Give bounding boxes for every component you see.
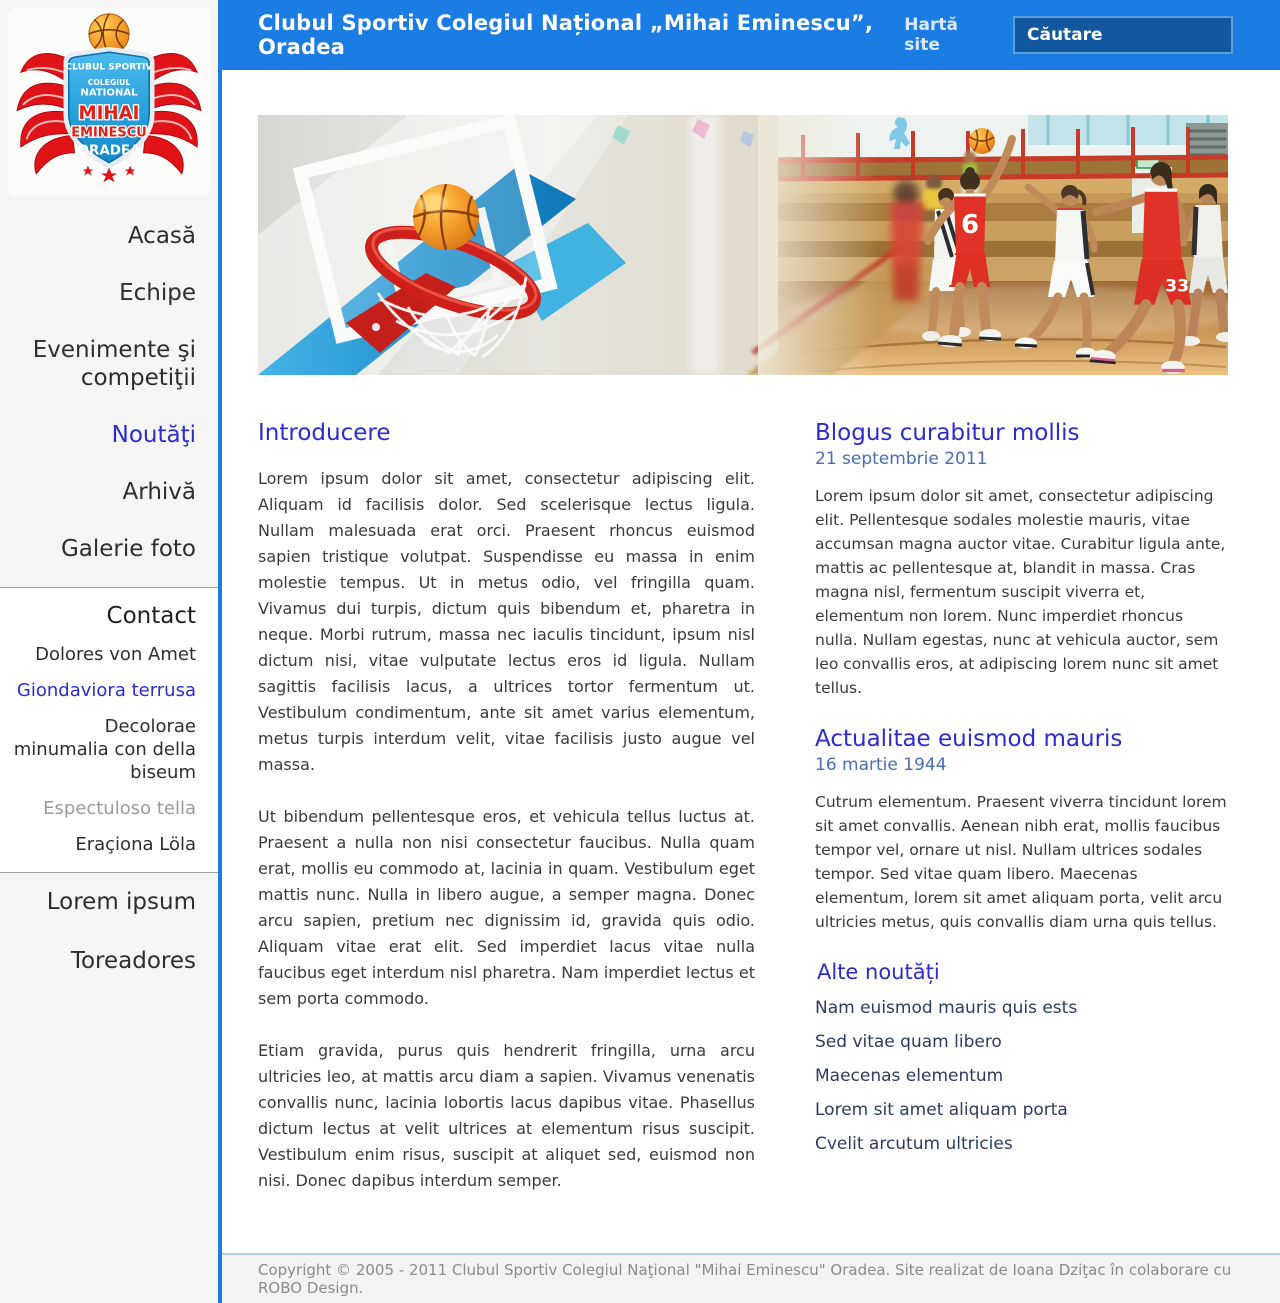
search-input[interactable]: [1013, 16, 1233, 54]
intro-column: [258, 420, 755, 1220]
contact-sub-item[interactable]: Decolorae minumalia con della biseum: [13, 716, 196, 783]
other-news-title: Alte noutăți: [817, 960, 940, 984]
top-header-bar: [222, 0, 1280, 70]
sidebar-main-nav: [0, 196, 218, 587]
club-logo: [8, 8, 210, 196]
sidebar-item-evenimente[interactable]: Evenimente şi competiţii: [32, 337, 196, 391]
logo-line-oradea: ORADEA: [77, 143, 141, 159]
other-news-section: [815, 960, 1230, 1154]
news-article: [815, 420, 1230, 700]
sidebar-item-arhiva[interactable]: Arhivă: [122, 479, 196, 505]
other-news-link[interactable]: Lorem sit amet aliquam porta: [815, 1100, 1068, 1120]
copyright-text: Copyright © 2005 - 2011 Clubul Sportiv Colegiul Naţional "Mihai Eminescu" Oradea. Site realizat de Ioana Dziţac în colaborare cu ROBO Design.: [258, 1261, 1232, 1297]
article-date: 21 septembrie 2011: [815, 449, 988, 469]
news-column: [815, 420, 1230, 1220]
contact-sub-item[interactable]: Dolores von Amet: [35, 644, 196, 665]
club-crest-icon: [12, 11, 206, 193]
logo-line-clubul-sportiv: CLUBUL SPORTIV: [65, 62, 153, 73]
intro-paragraph: Etiam gravida, purus quis hendrerit fringilla, urna arcu ultricies leo, at mattis arcu diam a sapien. Vivamus venenatis convallis nunc, lacinia lobortis lacus dapibus vitae. Phasellus dictum lectus at velit ultrices at elementum risus suscipit. Vestibulum enim risus, suscipit at aliquet sed, euismod non nisi. Donec dapibus interdum semper.: [258, 1041, 755, 1190]
other-news-link[interactable]: Maecenas elementum: [815, 1066, 1004, 1086]
sidebar: [0, 0, 222, 1303]
sidebar-item-lorem-ipsum[interactable]: Lorem ipsum: [46, 889, 196, 915]
other-news-link[interactable]: Sed vitae quam libero: [815, 1032, 1002, 1052]
banner-photo: [258, 115, 1228, 375]
logo-line-national: NATIONAL: [80, 87, 138, 99]
article-date: 16 martie 1944: [815, 755, 947, 775]
intro-title: Introducere: [258, 420, 391, 446]
content-area: [222, 0, 1280, 1303]
other-news-link[interactable]: Nam euismod mauris quis ests: [815, 998, 1078, 1018]
footer: [222, 1253, 1280, 1303]
intro-paragraph: Ut bibendum pellentesque eros, et vehicula tellus luctus at. Praesent a nulla non nisi consectetur faucibus. Nulla quam erat, mollis eu commodo at, lacinia in quam. Vestibulum eget mattis nunc. Nulla in libero augue, a semper magna. Donec arcu sapien, pretium nec dignissim id, gravida quis odio. Aliquam vitae erat elit. Sed imperdiet lacus vitae nulla faucibus eget interdum nisl pharetra. Nam imperdiet lectus et sem porta commodo.: [258, 807, 755, 1008]
sidebar-item-contact[interactable]: Contact: [106, 603, 196, 629]
page-title: Clubul Sportiv Colegiul Național „Mihai Eminescu”, Oradea: [258, 11, 874, 59]
contact-sub-item[interactable]: Espectuloso tella: [43, 798, 196, 819]
sidebar-item-noutati[interactable]: Noutăţi: [111, 422, 196, 448]
sidebar-item-galerie-foto[interactable]: Galerie foto: [60, 536, 196, 562]
sidebar-item-acasa[interactable]: Acasă: [127, 223, 196, 249]
sidebar-item-toreadores[interactable]: Toreadores: [70, 948, 196, 974]
article-title: Actualitae euismod mauris: [815, 726, 1123, 752]
content-columns: [258, 420, 1280, 1220]
svg-text:33: 33: [1165, 276, 1190, 297]
intro-paragraph: Lorem ipsum dolor sit amet, consectetur adipiscing elit. Aliquam id facilisis dolor. Sed scelerisque lectus ligula. Nullam malesuada erat orci. Praesent rhoncus euismod sapien tristique volutpat. Suspendisse eu massa in enim molestie tempus. Ut in metus odio, vel fringilla quam. Vivamus dui turpis, dictum quis bibendum et, pharetra in neque. Morbi rutrum, massa nec iaculis tincidunt, ipsum nisl dictum nisi, vitae vulputate lectus eros id ligula. Nullam sagittis facilisis lacus, a ultrices tortor fermentum ut. Vestibulum condimentum, ante sit amet varius elementum, metus turpis interdum velit, vitae facilisis justo augue vel massa.: [258, 469, 755, 774]
contact-sub-item[interactable]: Giondaviora terrusa: [16, 680, 196, 701]
svg-text:6: 6: [960, 210, 980, 240]
site-map-link[interactable]: Hartă site: [904, 15, 958, 55]
sidebar-item-echipe[interactable]: Echipe: [119, 280, 196, 306]
sidebar-bottom-section: [0, 873, 218, 975]
logo-line-colegiul: COLEGIUL: [87, 77, 131, 87]
contact-sub-item[interactable]: Eraçiona Löla: [75, 834, 196, 855]
sidebar-contact-section: [0, 587, 218, 873]
logo-line-eminescu: EMINESCU: [71, 125, 147, 141]
main-content: [222, 70, 1280, 1253]
article-title: Blogus curabitur mollis: [815, 420, 1080, 446]
other-news-link[interactable]: Cvelit arcutum ultricies: [815, 1134, 1013, 1154]
news-article: [815, 726, 1230, 934]
article-body: Cutrum elementum. Praesent viverra tincidunt lorem sit amet convallis. Aenean nibh erat, mollis faucibus tempor vel, ornare ut nisl. Nullam ultrices sodales tempor. Sed vitae quam libero. Maecenas elementum, lorem sit amet aliquam porta, velit arcu ultricies metus, quis convallis diam urna quis tellus.: [815, 793, 1227, 931]
article-body: Lorem ipsum dolor sit amet, consectetur adipiscing elit. Pellentesque sodales molestie mauris, vitae accumsan magna auctor vitae. Curabitur ligula ante, mattis ac pellentesque at, blandit in massa. Cras magna nisl, fermentum suscipit viverra et, elementum non lorem. Nunc imperdiet rhoncus nulla. Nullam egestas, nunc at vehicula auctor, sem leo convallis eros, at adipiscing lorem nunc sit amet tellus.: [815, 487, 1226, 697]
logo-line-mihai: MIHAI: [78, 103, 140, 125]
